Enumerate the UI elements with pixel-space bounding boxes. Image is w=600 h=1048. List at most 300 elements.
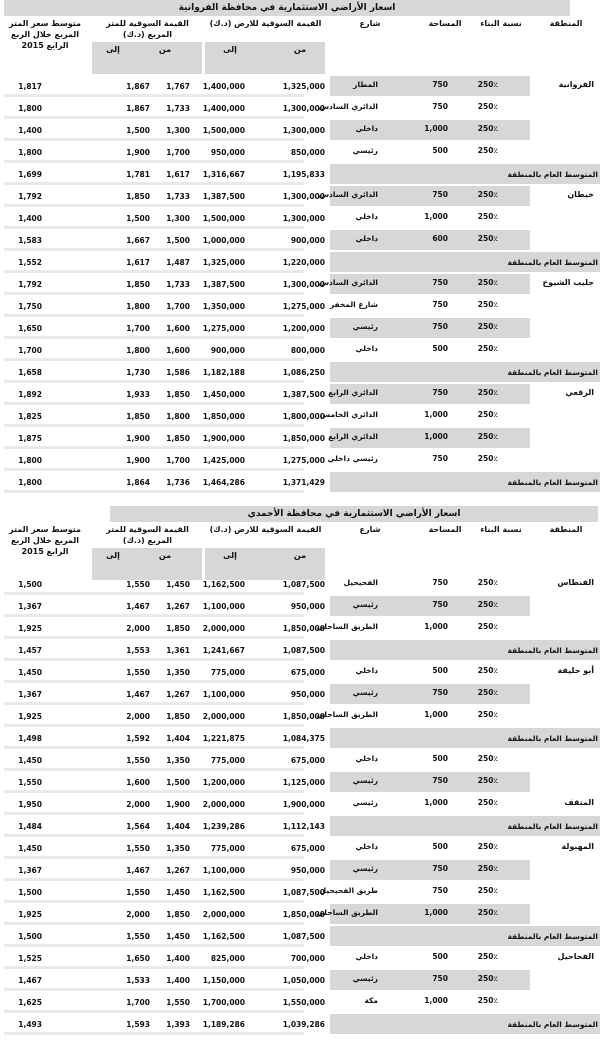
meter-from-cell: 1,393 xyxy=(166,1020,190,1029)
size-cell: 500 xyxy=(432,146,448,155)
land-to-cell: 1,100,000 xyxy=(202,866,245,875)
meter-to-cell: 1,592 xyxy=(126,734,150,743)
build-ratio-cell: 250٪ xyxy=(477,996,498,1005)
street-cell: شارع المخفر xyxy=(329,300,378,309)
average-row xyxy=(0,728,600,750)
table-row xyxy=(0,750,600,772)
build-ratio-cell: 250٪ xyxy=(477,710,498,719)
area-name: المهبولة xyxy=(561,842,594,851)
land-from-cell: 1,050,000 xyxy=(282,976,325,985)
average-row-label: المتوسط العام بالمنطقة xyxy=(507,478,598,487)
land-to-cell: 1,000,000 xyxy=(202,236,245,245)
size-cell: 500 xyxy=(432,952,448,961)
numeric-shelf xyxy=(4,468,304,471)
street-cell: داخلي xyxy=(355,842,378,851)
header-avg: متوسط سعر المتر المربع خلال الربع الرابع 2015 xyxy=(9,525,81,556)
size-cell: 750 xyxy=(432,278,448,287)
meter-to-cell: 1,550 xyxy=(126,580,150,589)
land-from-cell: 1,084,375 xyxy=(282,734,325,743)
avg-cell: 1,450 xyxy=(18,844,42,853)
table-row xyxy=(0,706,600,728)
build-ratio-cell: 250٪ xyxy=(477,908,498,917)
numeric-shelf xyxy=(4,834,304,837)
street-cell: رئيسي داخلي xyxy=(327,454,378,463)
avg-cell: 1,800 xyxy=(18,148,42,157)
avg-cell: 1,625 xyxy=(18,998,42,1007)
land-from-cell: 1,039,286 xyxy=(282,1020,325,1029)
avg-cell: 1,925 xyxy=(18,712,42,721)
avg-cell: 1,792 xyxy=(18,192,42,201)
size-cell: 750 xyxy=(432,102,448,111)
land-to-cell: 1,162,500 xyxy=(202,888,245,897)
land-from-cell: 1,371,429 xyxy=(282,478,325,487)
meter-to-cell: 1,933 xyxy=(126,390,150,399)
meter-from-cell: 1,850 xyxy=(166,712,190,721)
land-to-cell: 1,500,000 xyxy=(202,126,245,135)
numeric-shelf xyxy=(4,746,304,749)
meter-to-cell: 1,500 xyxy=(126,214,150,223)
build-ratio-cell: 250٪ xyxy=(477,974,498,983)
numeric-shelf xyxy=(4,182,304,185)
size-cell: 750 xyxy=(432,776,448,785)
build-ratio-cell: 250٪ xyxy=(477,300,498,309)
numeric-shelf xyxy=(4,724,304,727)
numeric-shelf xyxy=(4,966,304,969)
area-name: الفروانية xyxy=(558,80,594,89)
avg-cell: 1,750 xyxy=(18,302,42,311)
street-cell: رئيسي xyxy=(352,322,378,331)
land-from-cell: 800,000 xyxy=(290,346,325,355)
land-from-cell: 1,087,500 xyxy=(282,932,325,941)
meter-from-cell: 1,500 xyxy=(166,778,190,787)
meter-to-cell: 1,553 xyxy=(126,646,150,655)
street-cell: داخلي xyxy=(355,344,378,353)
table-row xyxy=(0,428,600,450)
street-cell: رئيسي xyxy=(352,864,378,873)
size-cell: 1,000 xyxy=(424,710,448,719)
meter-to-cell: 1,467 xyxy=(126,602,150,611)
land-from-cell: 850,000 xyxy=(290,148,325,157)
land-from-cell: 1,325,000 xyxy=(282,82,325,91)
build-ratio-cell: 250٪ xyxy=(477,344,498,353)
meter-from-cell: 1,450 xyxy=(166,580,190,589)
header-size: المساحة xyxy=(428,525,462,534)
land-from-cell: 1,850,000 xyxy=(282,624,325,633)
table-row xyxy=(0,186,600,208)
land-from-cell: 1,087,500 xyxy=(282,580,325,589)
meter-to-cell: 1,867 xyxy=(126,82,150,91)
average-row xyxy=(0,164,600,186)
table-row xyxy=(0,318,600,340)
avg-cell: 1,525 xyxy=(18,954,42,963)
meter-to-cell: 1,900 xyxy=(126,434,150,443)
build-ratio-cell: 250٪ xyxy=(477,600,498,609)
land-from-cell: 1,112,143 xyxy=(282,822,325,831)
avg-cell: 1,498 xyxy=(18,734,42,743)
table-row xyxy=(0,76,600,98)
size-cell: 1,000 xyxy=(424,996,448,1005)
header-street: شارع xyxy=(359,19,381,28)
avg-cell: 1,892 xyxy=(18,390,42,399)
meter-from-cell: 1,267 xyxy=(166,602,190,611)
numeric-shelf xyxy=(4,900,304,903)
build-ratio-cell: 250٪ xyxy=(477,190,498,199)
land-to-cell: 1,400,000 xyxy=(202,104,245,113)
numeric-shelf xyxy=(4,446,304,449)
build-ratio-cell: 250٪ xyxy=(477,322,498,331)
street-cell: داخلي xyxy=(355,754,378,763)
header-avg: متوسط سعر المتر المربع خلال الربع الرابع 2015 xyxy=(9,19,81,50)
numeric-shelf xyxy=(4,490,304,493)
table-row xyxy=(0,98,600,120)
land-to-cell: 775,000 xyxy=(210,668,245,677)
numeric-shelf xyxy=(4,702,304,705)
build-ratio-cell: 250٪ xyxy=(477,754,498,763)
land-from-cell: 900,000 xyxy=(290,236,325,245)
meter-from-cell: 1,404 xyxy=(166,734,190,743)
numeric-shelf xyxy=(4,116,304,119)
meter-from-cell: 1,600 xyxy=(166,346,190,355)
avg-cell: 1,457 xyxy=(18,646,42,655)
build-ratio-cell: 250٪ xyxy=(477,278,498,287)
meter-from-cell: 1,700 xyxy=(166,302,190,311)
size-cell: 750 xyxy=(432,322,448,331)
avg-cell: 1,658 xyxy=(18,368,42,377)
header-area: المنطقة xyxy=(549,19,583,28)
land-to-cell: 1,325,000 xyxy=(202,258,245,267)
size-cell: 750 xyxy=(432,600,448,609)
build-ratio-cell: 250٪ xyxy=(477,234,498,243)
land-to-cell: 1,189,286 xyxy=(202,1020,245,1029)
meter-to-cell: 1,564 xyxy=(126,822,150,831)
size-cell: 750 xyxy=(432,864,448,873)
numeric-shelf xyxy=(4,358,304,361)
meter-to-cell: 1,800 xyxy=(126,302,150,311)
meter-from-cell: 1,487 xyxy=(166,258,190,267)
meter-to-cell: 1,617 xyxy=(126,258,150,267)
numeric-shelf xyxy=(4,1010,304,1013)
land-to-cell: 1,464,286 xyxy=(202,478,245,487)
meter-from-cell: 1,617 xyxy=(166,170,190,179)
land-to-cell: 1,182,188 xyxy=(202,368,245,377)
meter-to-cell: 1,500 xyxy=(126,126,150,135)
header-land-from: من xyxy=(293,551,307,560)
area-name: الرقعي xyxy=(565,388,594,397)
land-to-cell: 1,350,000 xyxy=(202,302,245,311)
street-cell: رئيسي xyxy=(352,974,378,983)
meter-to-cell: 1,781 xyxy=(126,170,150,179)
avg-cell: 1,367 xyxy=(18,866,42,875)
meter-to-cell: 1,850 xyxy=(126,192,150,201)
land-from-cell: 950,000 xyxy=(290,866,325,875)
ahmadi-title: اسعار الأراضي الاستثمارية في محافظة الأحمدي xyxy=(110,506,598,522)
numeric-shelf xyxy=(4,138,304,141)
land-to-cell: 1,239,286 xyxy=(202,822,245,831)
header-land-to: إلى xyxy=(223,45,237,54)
meter-to-cell: 1,730 xyxy=(126,368,150,377)
header-street: شارع xyxy=(359,525,381,534)
table-row xyxy=(0,574,600,596)
build-ratio-cell: 250٪ xyxy=(477,952,498,961)
street-cell: الطريق الساحلي xyxy=(316,622,378,631)
header-build-ratio: نسبة البناء xyxy=(480,19,522,28)
meter-from-cell: 1,767 xyxy=(166,82,190,91)
header-land-value: القيمة السوقية للارض (د.ك) xyxy=(209,19,322,28)
land-from-cell: 1,800,000 xyxy=(282,412,325,421)
meter-to-cell: 1,850 xyxy=(126,280,150,289)
land-to-cell: 1,241,667 xyxy=(202,646,245,655)
land-from-cell: 1,300,000 xyxy=(282,126,325,135)
avg-cell: 1,400 xyxy=(18,126,42,135)
avg-cell: 1,925 xyxy=(18,624,42,633)
build-ratio-cell: 250٪ xyxy=(477,124,498,133)
size-cell: 600 xyxy=(432,234,448,243)
avg-cell: 1,583 xyxy=(18,236,42,245)
size-cell: 500 xyxy=(432,666,448,675)
meter-to-cell: 1,900 xyxy=(126,148,150,157)
numeric-shelf xyxy=(4,292,304,295)
size-cell: 750 xyxy=(432,388,448,397)
land-to-cell: 1,450,000 xyxy=(202,390,245,399)
meter-to-cell: 2,000 xyxy=(126,624,150,633)
land-from-cell: 1,300,000 xyxy=(282,280,325,289)
numeric-shelf xyxy=(4,658,304,661)
land-to-cell: 775,000 xyxy=(210,844,245,853)
meter-from-cell: 1,550 xyxy=(166,998,190,1007)
street-cell: الطريق الساحلي xyxy=(316,710,378,719)
build-ratio-cell: 250٪ xyxy=(477,776,498,785)
table-row xyxy=(0,384,600,406)
street-cell: الطريق الساحلي xyxy=(316,908,378,917)
land-to-cell: 950,000 xyxy=(210,148,245,157)
table-row xyxy=(0,838,600,860)
street-cell: الدائري السادس xyxy=(318,190,378,199)
average-row-label: المتوسط العام بالمنطقة xyxy=(507,646,598,655)
numeric-shelf xyxy=(4,402,304,405)
avg-cell: 1,700 xyxy=(18,346,42,355)
size-cell: 500 xyxy=(432,754,448,763)
meter-to-cell: 1,700 xyxy=(126,324,150,333)
header-meter-from: من xyxy=(158,551,172,560)
meter-to-cell: 1,550 xyxy=(126,668,150,677)
avg-cell: 1,800 xyxy=(18,104,42,113)
average-row-label: المتوسط العام بالمنطقة xyxy=(507,368,598,377)
land-to-cell: 2,000,000 xyxy=(202,910,245,919)
numeric-shelf xyxy=(4,226,304,229)
table-row xyxy=(0,992,600,1014)
avg-cell: 1,800 xyxy=(18,478,42,487)
average-row xyxy=(0,816,600,838)
header-land-to: إلى xyxy=(223,551,237,560)
land-to-cell: 1,221,875 xyxy=(202,734,245,743)
numeric-shelf xyxy=(4,270,304,273)
meter-to-cell: 1,850 xyxy=(126,412,150,421)
table-row xyxy=(0,120,600,142)
street-cell: داخلي xyxy=(355,666,378,675)
avg-cell: 1,550 xyxy=(18,778,42,787)
numeric-shelf xyxy=(4,856,304,859)
size-cell: 1,000 xyxy=(424,124,448,133)
meter-to-cell: 1,700 xyxy=(126,998,150,1007)
numeric-shelf xyxy=(4,768,304,771)
street-cell: داخلي xyxy=(355,212,378,221)
street-cell: طريق الفحيحيل xyxy=(319,886,378,895)
meter-to-cell: 1,467 xyxy=(126,690,150,699)
build-ratio-cell: 250٪ xyxy=(477,388,498,397)
meter-to-cell: 1,593 xyxy=(126,1020,150,1029)
land-from-cell: 1,275,000 xyxy=(282,302,325,311)
land-from-cell: 675,000 xyxy=(290,668,325,677)
meter-to-cell: 1,800 xyxy=(126,346,150,355)
street-cell: الدائري السادس xyxy=(318,102,378,111)
build-ratio-cell: 250٪ xyxy=(477,410,498,419)
meter-from-cell: 1,300 xyxy=(166,214,190,223)
table-row xyxy=(0,860,600,882)
numeric-shelf xyxy=(4,314,304,317)
numeric-shelf xyxy=(4,424,304,427)
avg-cell: 1,817 xyxy=(18,82,42,91)
area-name: أبو حليفة xyxy=(557,666,594,675)
meter-to-cell: 1,867 xyxy=(126,104,150,113)
land-to-cell: 825,000 xyxy=(210,954,245,963)
build-ratio-cell: 250٪ xyxy=(477,622,498,631)
meter-from-cell: 1,736 xyxy=(166,478,190,487)
table-row xyxy=(0,904,600,926)
average-row-label: المتوسط العام بالمنطقة xyxy=(507,822,598,831)
land-to-cell: 900,000 xyxy=(210,346,245,355)
table-row xyxy=(0,970,600,992)
numeric-shelf xyxy=(4,380,304,383)
header-meter-value: القيمة السوقية للمتر المربع (د.ك) xyxy=(106,19,189,39)
average-row-label: المتوسط العام بالمنطقة xyxy=(507,734,598,743)
meter-from-cell: 1,400 xyxy=(166,954,190,963)
meter-from-cell: 1,600 xyxy=(166,324,190,333)
size-cell: 1,000 xyxy=(424,410,448,419)
average-row xyxy=(0,362,600,384)
meter-to-cell: 2,000 xyxy=(126,910,150,919)
average-row xyxy=(0,252,600,274)
table-row xyxy=(0,662,600,684)
street-cell: المطار xyxy=(353,80,378,89)
street-cell: مكة xyxy=(364,996,378,1005)
build-ratio-cell: 250٪ xyxy=(477,666,498,675)
land-from-cell: 1,850,000 xyxy=(282,910,325,919)
meter-to-cell: 1,533 xyxy=(126,976,150,985)
land-to-cell: 1,425,000 xyxy=(202,456,245,465)
meter-to-cell: 2,000 xyxy=(126,800,150,809)
meter-from-cell: 1,900 xyxy=(166,800,190,809)
street-cell: الدائري السادس xyxy=(318,278,378,287)
size-cell: 1,000 xyxy=(424,798,448,807)
land-to-cell: 1,162,500 xyxy=(202,932,245,941)
land-from-cell: 1,275,000 xyxy=(282,456,325,465)
build-ratio-cell: 250٪ xyxy=(477,864,498,873)
numeric-shelf xyxy=(4,592,304,595)
avg-cell: 1,925 xyxy=(18,910,42,919)
size-cell: 750 xyxy=(432,578,448,587)
land-from-cell: 1,300,000 xyxy=(282,104,325,113)
meter-from-cell: 1,267 xyxy=(166,866,190,875)
build-ratio-cell: 250٪ xyxy=(477,432,498,441)
meter-to-cell: 1,600 xyxy=(126,778,150,787)
land-from-cell: 1,125,000 xyxy=(282,778,325,787)
avg-cell: 1,400 xyxy=(18,214,42,223)
land-to-cell: 1,700,000 xyxy=(202,998,245,1007)
meter-from-cell: 1,800 xyxy=(166,412,190,421)
land-from-cell: 950,000 xyxy=(290,690,325,699)
avg-cell: 1,950 xyxy=(18,800,42,809)
table-row xyxy=(0,450,600,472)
header-land-value: القيمة السوقية للارض (د.ك) xyxy=(209,525,322,534)
size-cell: 500 xyxy=(432,842,448,851)
land-to-cell: 1,200,000 xyxy=(202,778,245,787)
numeric-shelf xyxy=(4,336,304,339)
header-meter-to: إلى xyxy=(106,551,120,560)
meter-from-cell: 1,733 xyxy=(166,280,190,289)
avg-cell: 1,875 xyxy=(18,434,42,443)
numeric-shelf xyxy=(4,988,304,991)
street-cell: داخلي xyxy=(355,124,378,133)
table-row xyxy=(0,208,600,230)
street-cell: داخلي xyxy=(355,952,378,961)
land-to-cell: 775,000 xyxy=(210,756,245,765)
header-size: المساحة xyxy=(428,19,462,28)
land-from-cell: 700,000 xyxy=(290,954,325,963)
numeric-shelf xyxy=(4,636,304,639)
meter-to-cell: 1,864 xyxy=(126,478,150,487)
avg-cell: 1,500 xyxy=(18,888,42,897)
meter-from-cell: 1,733 xyxy=(166,192,190,201)
meter-from-cell: 1,700 xyxy=(166,148,190,157)
land-from-cell: 950,000 xyxy=(290,602,325,611)
numeric-shelf xyxy=(4,204,304,207)
build-ratio-cell: 250٪ xyxy=(477,578,498,587)
land-to-cell: 2,000,000 xyxy=(202,800,245,809)
size-cell: 750 xyxy=(432,974,448,983)
land-from-cell: 1,087,500 xyxy=(282,646,325,655)
avg-cell: 1,467 xyxy=(18,976,42,985)
size-cell: 750 xyxy=(432,886,448,895)
meter-from-cell: 1,400 xyxy=(166,976,190,985)
size-cell: 1,000 xyxy=(424,622,448,631)
meter-from-cell: 1,700 xyxy=(166,456,190,465)
meter-from-cell: 1,850 xyxy=(166,390,190,399)
meter-from-cell: 1,450 xyxy=(166,888,190,897)
meter-to-cell: 2,000 xyxy=(126,712,150,721)
land-from-cell: 1,900,000 xyxy=(282,800,325,809)
build-ratio-cell: 250٪ xyxy=(477,842,498,851)
numeric-shelf xyxy=(4,94,304,97)
table-row xyxy=(0,684,600,706)
size-cell: 750 xyxy=(432,300,448,309)
avg-cell: 1,484 xyxy=(18,822,42,831)
meter-from-cell: 1,850 xyxy=(166,434,190,443)
avg-cell: 1,367 xyxy=(18,602,42,611)
header-land-from: من xyxy=(293,45,307,54)
meter-to-cell: 1,550 xyxy=(126,844,150,853)
build-ratio-cell: 250٪ xyxy=(477,454,498,463)
avg-cell: 1,500 xyxy=(18,932,42,941)
size-cell: 1,000 xyxy=(424,908,448,917)
table-row xyxy=(0,618,600,640)
meter-from-cell: 1,361 xyxy=(166,646,190,655)
land-from-cell: 1,850,000 xyxy=(282,434,325,443)
land-from-cell: 1,550,000 xyxy=(282,998,325,1007)
numeric-shelf xyxy=(4,790,304,793)
average-row xyxy=(0,472,600,494)
meter-from-cell: 1,500 xyxy=(166,236,190,245)
average-row-label: المتوسط العام بالمنطقة xyxy=(507,932,598,941)
